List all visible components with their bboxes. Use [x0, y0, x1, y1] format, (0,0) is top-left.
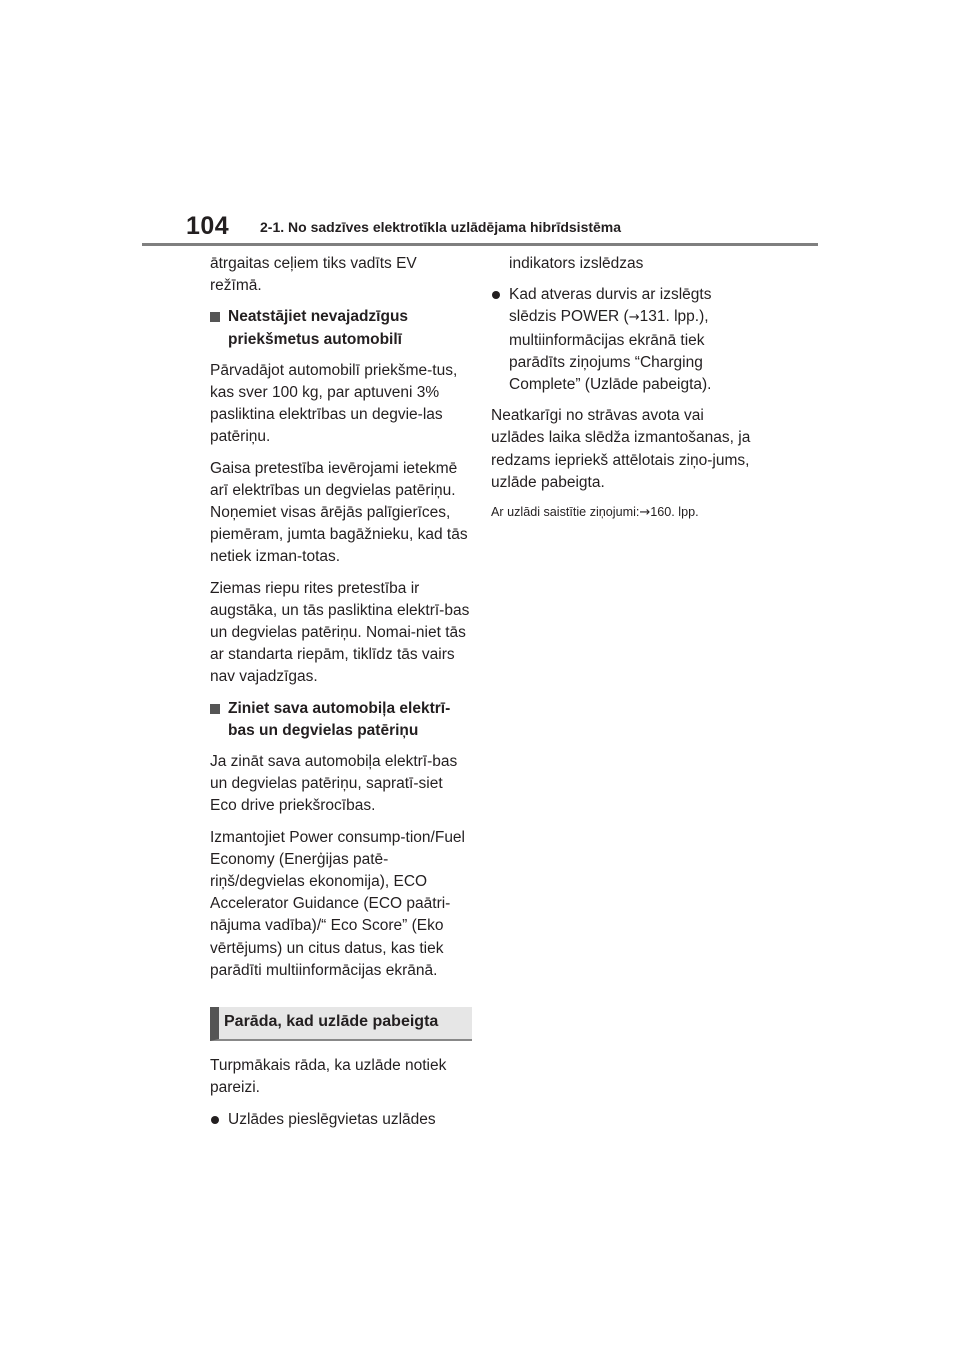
paragraph: Izmantojiet Power consump-tion/Fuel Economy (Enerģijas patē-riņš/degvielas ekonomija), ECO Accelerator Guidance (ECO paātri-nājuma vadība)/“ Eco Score” (Eko vērtējums) un citus datus, kas tiek parādīti multiinformācijas ekrānā. — [210, 828, 466, 979]
paragraph: Turpmākais rāda, ka uzlāde notiek pareizi. — [210, 1057, 447, 1097]
note-text-pre: Ar uzlādi saistītie ziņojumi: — [491, 505, 640, 520]
paragraph: Neatkarīgi no strāvas avota vai uzlādes laika slēdža izmantošanas, ja redzams iepriekš attēlotais ziņo-jums, uzlāde pabeigta. — [491, 407, 751, 491]
left-column — [210, 253, 472, 1140]
header-divider — [142, 243, 818, 246]
bullet-text-post: 131. lpp.), multiinformācijas ekrānā tiek parādīts ziņojums “Charging Complete” (Uzlāde pabeigta). — [509, 308, 712, 394]
reference-note — [491, 503, 753, 522]
paragraph: Ziemas riepu rites pretestība ir augstāka, un tās pasliktina elektrī-bas un degvielas patēriņu. Nomai-niet tās ar standarta riepām, tiklīdz tās vairs nav vajadzīgas. — [210, 579, 470, 686]
square-bullet-icon — [210, 704, 220, 714]
paragraph: Ja zināt sava automobiļa elektrī-bas un degvielas patēriņu, sapratī-siet Eco drive priekšrocības. — [210, 753, 458, 815]
section-header-title: 2-1. No sadzīves elektrotīkla uzlādējama hibrīdsistēma — [260, 219, 622, 235]
subheading-text: Ziniet sava automobiļa elektrī-bas un degvielas patēriņu — [228, 699, 451, 739]
paragraph: ātrgaitas ceļiem tiks vadīts EV režīmā. — [210, 255, 417, 295]
square-bullet-icon — [210, 312, 220, 322]
paragraph: Gaisa pretestība ievērojami ietekmē arī elektrības un degvielas patēriņu. Noņemiet visas ārējās palīgierīces, piemēram, jumta bagāžnieku, kad tās netiek izman-totas. — [210, 459, 468, 566]
section-heading-box — [210, 1007, 472, 1041]
section-heading: Parāda, kad uzlāde pabeigta — [224, 1013, 439, 1031]
bullet-text: Uzlādes pieslēgvietas uzlādes — [228, 1110, 436, 1128]
subheading — [210, 306, 472, 350]
page-number: 104 — [186, 212, 230, 240]
bullet-dot-icon — [211, 1116, 219, 1124]
note-text-post: 160. lpp. — [650, 505, 699, 520]
paragraph: Pārvadājot automobilī priekšme-tus, kas sver 100 kg, par aptuveni 3% pasliktina elektrības un degvie-las patēriņu. — [210, 361, 458, 446]
arrow-icon: → — [628, 310, 640, 326]
subheading-text: Neatstājiet nevajadzīgus priekšmetus automobilī — [228, 308, 409, 348]
subheading — [210, 698, 472, 742]
bullet-dot-icon — [492, 291, 500, 299]
bullet-text-pre: Kad atveras durvis ar izslēgts slēdzis POWER ( — [509, 286, 712, 326]
arrow-icon: → — [639, 505, 651, 521]
bullet-item — [210, 1109, 472, 1131]
right-column — [491, 253, 753, 531]
bullet-item — [491, 284, 753, 396]
bullet-continuation: indikators izslēdzas — [509, 255, 644, 272]
